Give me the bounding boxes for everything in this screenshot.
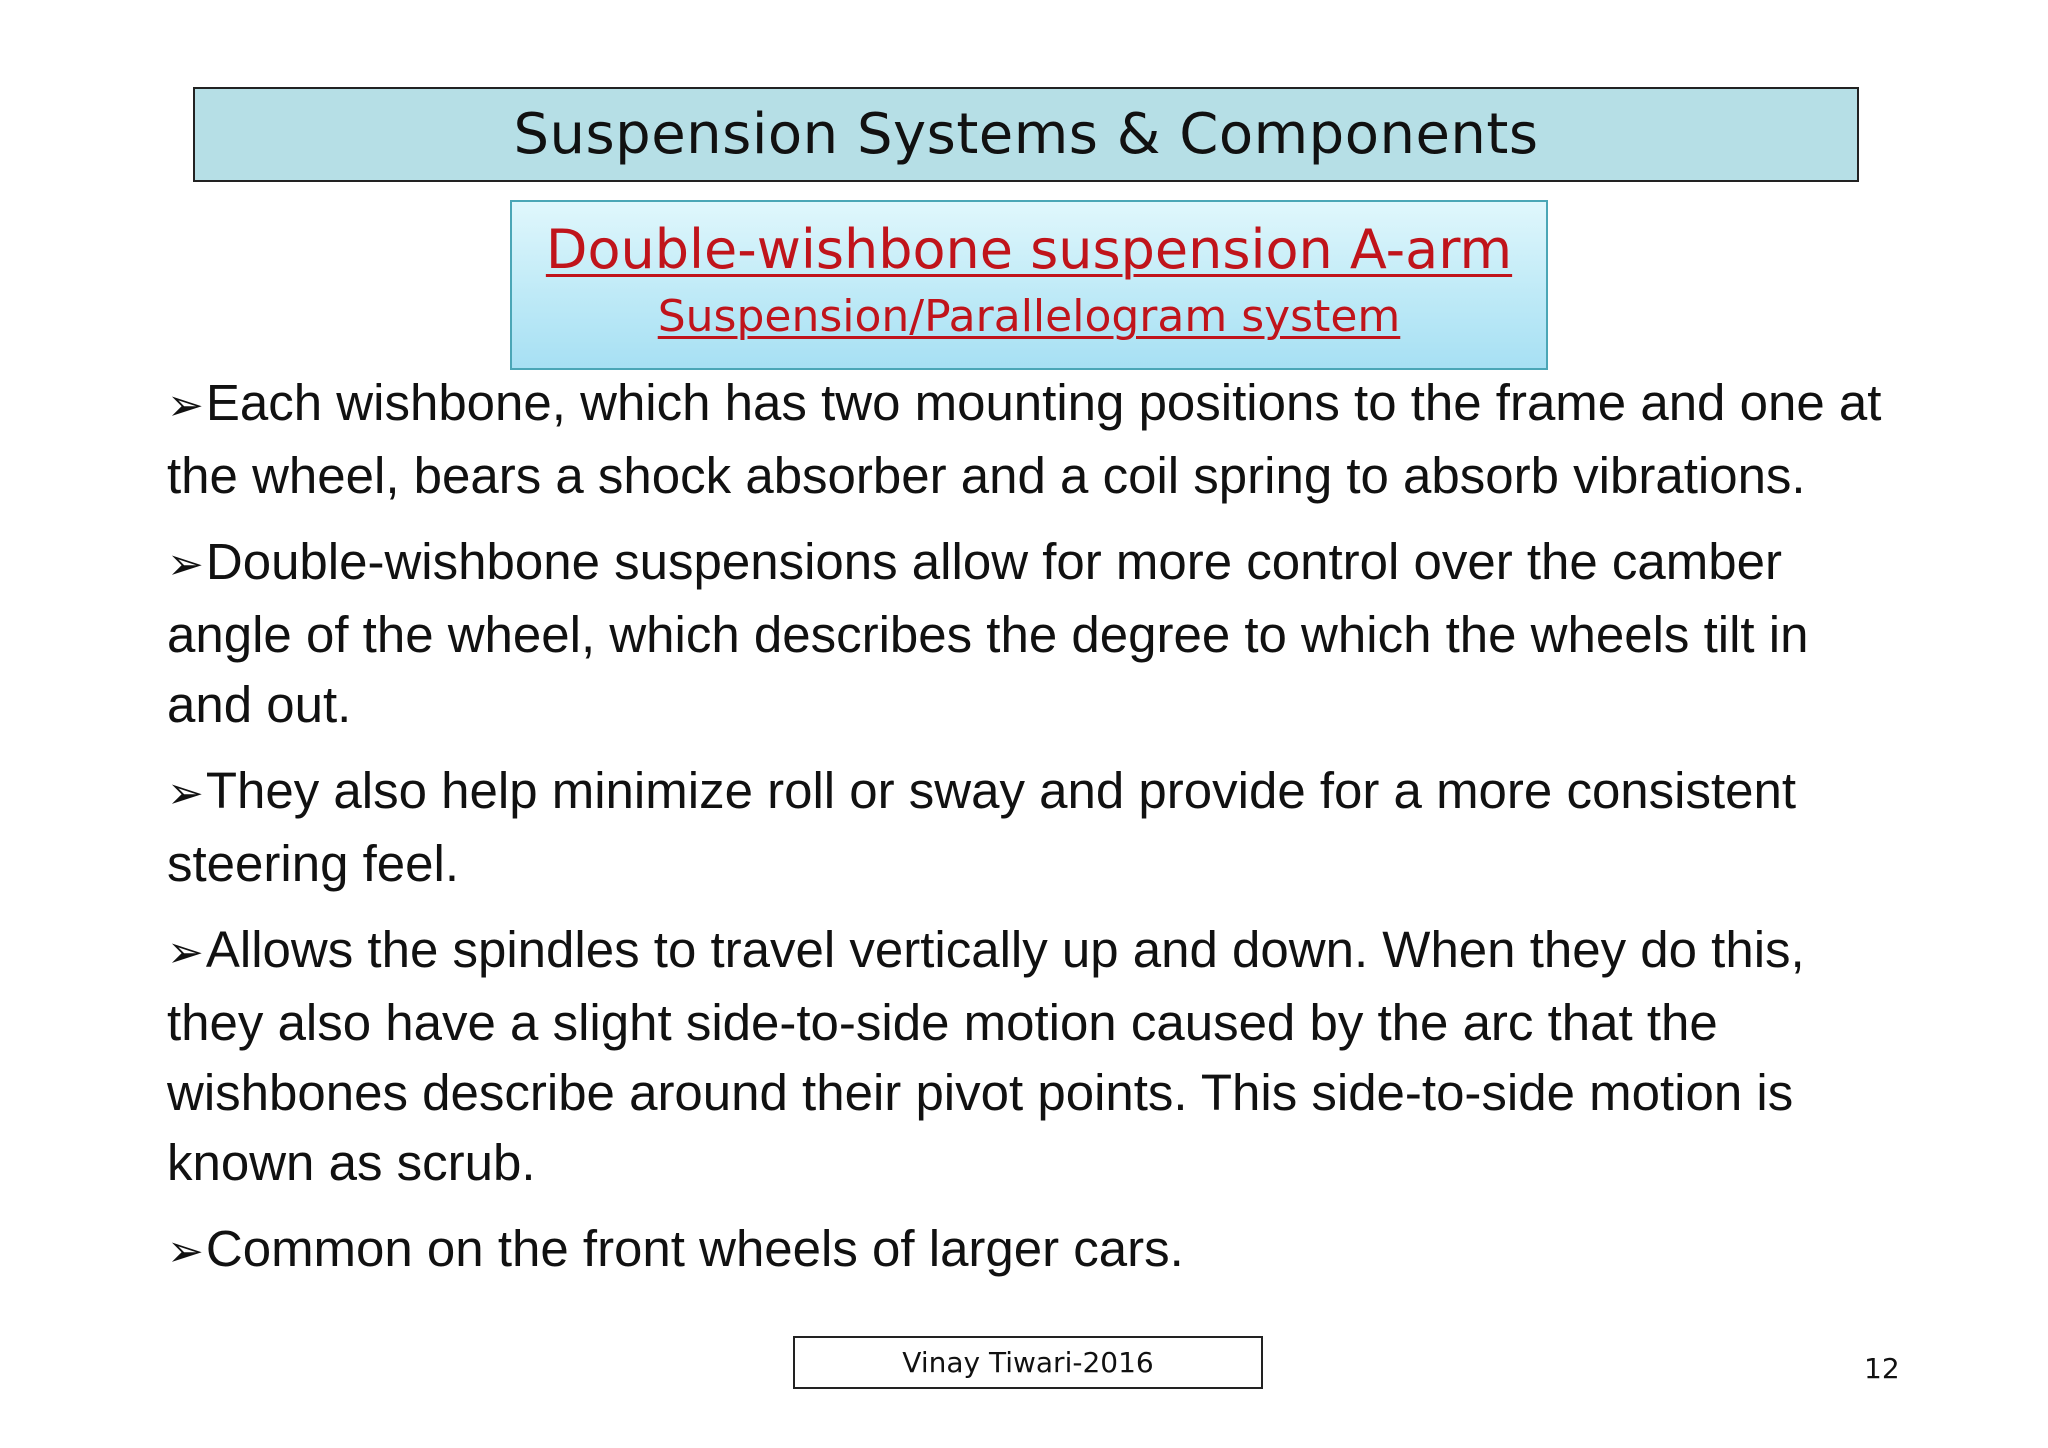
slide-title-box	[193, 87, 1859, 182]
arrow-bullet-icon: ➢	[167, 927, 204, 978]
arrow-bullet-icon: ➢	[167, 768, 204, 819]
slide-title: Suspension Systems & Components	[513, 102, 1539, 167]
subtitle-main: Double-wishbone suspension A-arm	[545, 218, 1513, 281]
bullet-item-1	[167, 368, 1887, 511]
bullet-text-1: Each wishbone, which has two mounting positions to the frame and one at the wheel, bears a shock absorber and a coil spring to absorb vibrations.	[167, 374, 1882, 504]
footer-author: Vinay Tiwari-2016	[902, 1346, 1154, 1379]
bullet-item-5	[167, 1214, 1887, 1287]
arrow-bullet-icon: ➢	[167, 1226, 204, 1277]
subtitle-sub: Suspension/Parallelogram system	[657, 291, 1401, 342]
bullet-text-3: They also help minimize roll or sway and provide for a more consistent steering feel.	[167, 762, 1797, 892]
bullet-item-4	[167, 915, 1887, 1198]
arrow-bullet-icon: ➢	[167, 539, 204, 590]
bullet-text-5: Common on the front wheels of larger cars.	[205, 1220, 1184, 1277]
bullet-text-2: Double-wishbone suspensions allow for more control over the camber angle of the wheel, which describes the degree to which the wheels tilt in and out.	[167, 533, 1809, 733]
arrow-bullet-icon: ➢	[167, 380, 204, 431]
bullet-item-3	[167, 756, 1887, 899]
page-number: 12	[1864, 1352, 1900, 1385]
bullet-text-4: Allows the spindles to travel vertically up and down. When they do this, they also have a slight side-to-side motion caused by the arc that the wishbones describe around their pivot points. This side-to-side motion is known as scrub.	[167, 921, 1805, 1191]
bullet-list	[167, 368, 1887, 1303]
subtitle-box	[510, 200, 1548, 370]
bullet-item-2	[167, 527, 1887, 740]
footer-author-box	[793, 1336, 1263, 1389]
